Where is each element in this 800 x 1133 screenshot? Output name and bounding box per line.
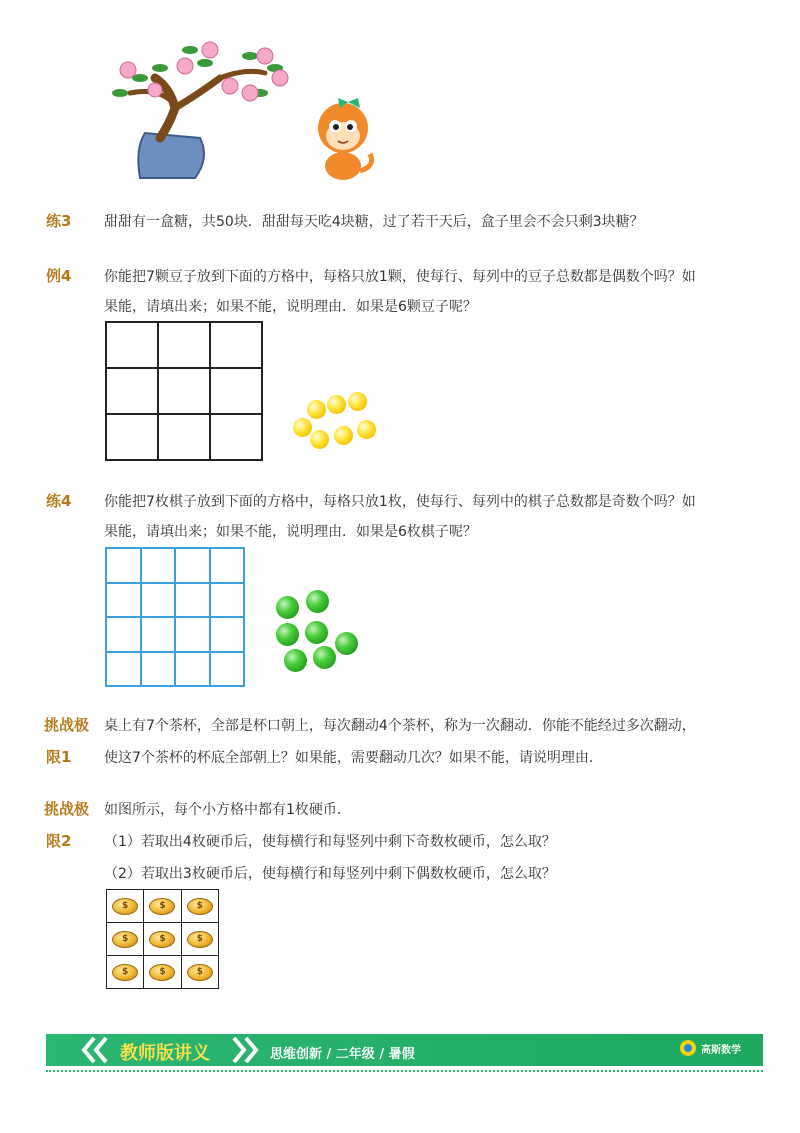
beans-group [290, 390, 380, 450]
grid-cell [107, 415, 159, 461]
challenge-1-label-bottom: 限1 [46, 748, 72, 766]
coin-cell [182, 956, 219, 989]
chess-piece [276, 596, 299, 619]
grid-cell [211, 549, 246, 584]
challenge-2-question-1: （1）若取出4枚硬币后，使每横行和每竖列中剩下奇数枚硬币，怎么取？ [104, 834, 556, 850]
challenge-2-question-2: （2）若取出3枚硬币后，使每横行和每竖列中剩下偶数枚硬币，怎么取？ [104, 866, 556, 882]
bean [357, 420, 376, 439]
grid-cell [176, 618, 211, 653]
grid-cell [211, 415, 263, 461]
peach-tree-illustration [100, 38, 300, 188]
footer-dotted-rule [46, 1070, 763, 1072]
chess-grid [105, 547, 245, 687]
grid-cell [142, 549, 177, 584]
grid-cell [159, 369, 211, 415]
chess-piece [335, 632, 358, 655]
monkey-illustration [308, 96, 378, 186]
bean [348, 392, 367, 411]
grid-cell [107, 323, 159, 369]
chess-piece [276, 623, 299, 646]
coin-icon: $ [149, 964, 175, 981]
grid-cell [107, 584, 142, 619]
footer-logo [678, 1038, 741, 1058]
chess-pieces-group [272, 588, 362, 673]
grid-cell [159, 323, 211, 369]
practice-3-label: 练3 [46, 212, 72, 230]
challenge-1-line-1: 桌上有7个茶杯，全部是杯口朝上，每次翻动4个茶杯，称为一次翻动．你能不能经过多次翻动， [104, 718, 696, 734]
example-4-label: 例4 [46, 267, 72, 285]
footer-logo-text: 高斯数学 [701, 1044, 741, 1056]
coin-icon: $ [187, 964, 213, 981]
challenge-2-label-top: 挑战极 [44, 800, 90, 818]
coin-icon: $ [149, 931, 175, 948]
bean [334, 426, 353, 445]
grid-cell [176, 653, 211, 688]
coin-cell [107, 890, 144, 923]
grid-cell [142, 653, 177, 688]
coin-icon: $ [187, 931, 213, 948]
grid-cell [211, 618, 246, 653]
coin-cell [182, 890, 219, 923]
grid-cell [142, 618, 177, 653]
grid-cell [176, 549, 211, 584]
example-4-line-2: 果能，请填出来；如果不能，说明理由．如果是6颗豆子呢？ [104, 299, 477, 315]
coin-icon: $ [187, 898, 213, 915]
footer-right-chevrons-icon [224, 1036, 260, 1064]
coin-icon: $ [112, 931, 138, 948]
footer-left-chevrons-icon [80, 1036, 116, 1064]
chess-piece [313, 646, 336, 669]
bean-grid [105, 321, 263, 461]
chess-piece [305, 621, 328, 644]
footer-subtitle: 思维创新 / 二年级 / 暑假 [270, 1047, 415, 1062]
chess-piece [306, 590, 329, 613]
grid-cell [107, 549, 142, 584]
coin-cell [144, 923, 181, 956]
example-4-line-1: 你能把7颗豆子放到下面的方格中，每格只放1颗，使每行、每列中的豆子总数都是偶数个吗？如 [104, 269, 696, 285]
coin-cell [107, 956, 144, 989]
challenge-1-label-top: 挑战极 [44, 716, 90, 734]
practice-4-line-2: 果能，请填出来；如果不能，说明理由．如果是6枚棋子呢？ [104, 524, 477, 540]
grid-cell [176, 584, 211, 619]
coin-cell [144, 890, 181, 923]
grid-cell [211, 369, 263, 415]
coin-icon: $ [112, 964, 138, 981]
challenge-2-line-1: 如图所示，每个小方格中都有1枚硬币． [104, 802, 351, 818]
grid-cell [211, 653, 246, 688]
grid-cell [159, 415, 211, 461]
coin-cell [182, 923, 219, 956]
grid-cell [107, 653, 142, 688]
coin-icon: $ [112, 898, 138, 915]
bean [293, 418, 312, 437]
challenge-1-line-2: 使这7个茶杯的杯底全部朝上？如果能，需要翻动几次？如果不能，请说明理由． [104, 750, 603, 766]
bean [307, 400, 326, 419]
grid-cell [107, 369, 159, 415]
coin-icon: $ [149, 898, 175, 915]
footer-title: 教师版讲义 [120, 1043, 210, 1064]
grid-cell [107, 618, 142, 653]
coin-grid [106, 889, 219, 989]
practice-3-text: 甜甜有一盒糖，共50块．甜甜每天吃4块糖，过了若干天后，盒子里会不会只剩3块糖？ [104, 214, 644, 230]
grid-cell [211, 323, 263, 369]
chess-piece [284, 649, 307, 672]
grid-cell [142, 584, 177, 619]
gauss-logo-icon [678, 1038, 698, 1058]
practice-4-line-1: 你能把7枚棋子放到下面的方格中，每格只放1枚，使每行、每列中的棋子总数都是奇数个吗？如 [104, 494, 696, 510]
practice-4-label: 练4 [46, 492, 72, 510]
grid-cell [211, 584, 246, 619]
coin-cell [107, 923, 144, 956]
bean [310, 430, 329, 449]
coin-cell [144, 956, 181, 989]
challenge-2-label-bottom: 限2 [46, 832, 72, 850]
bean [327, 395, 346, 414]
